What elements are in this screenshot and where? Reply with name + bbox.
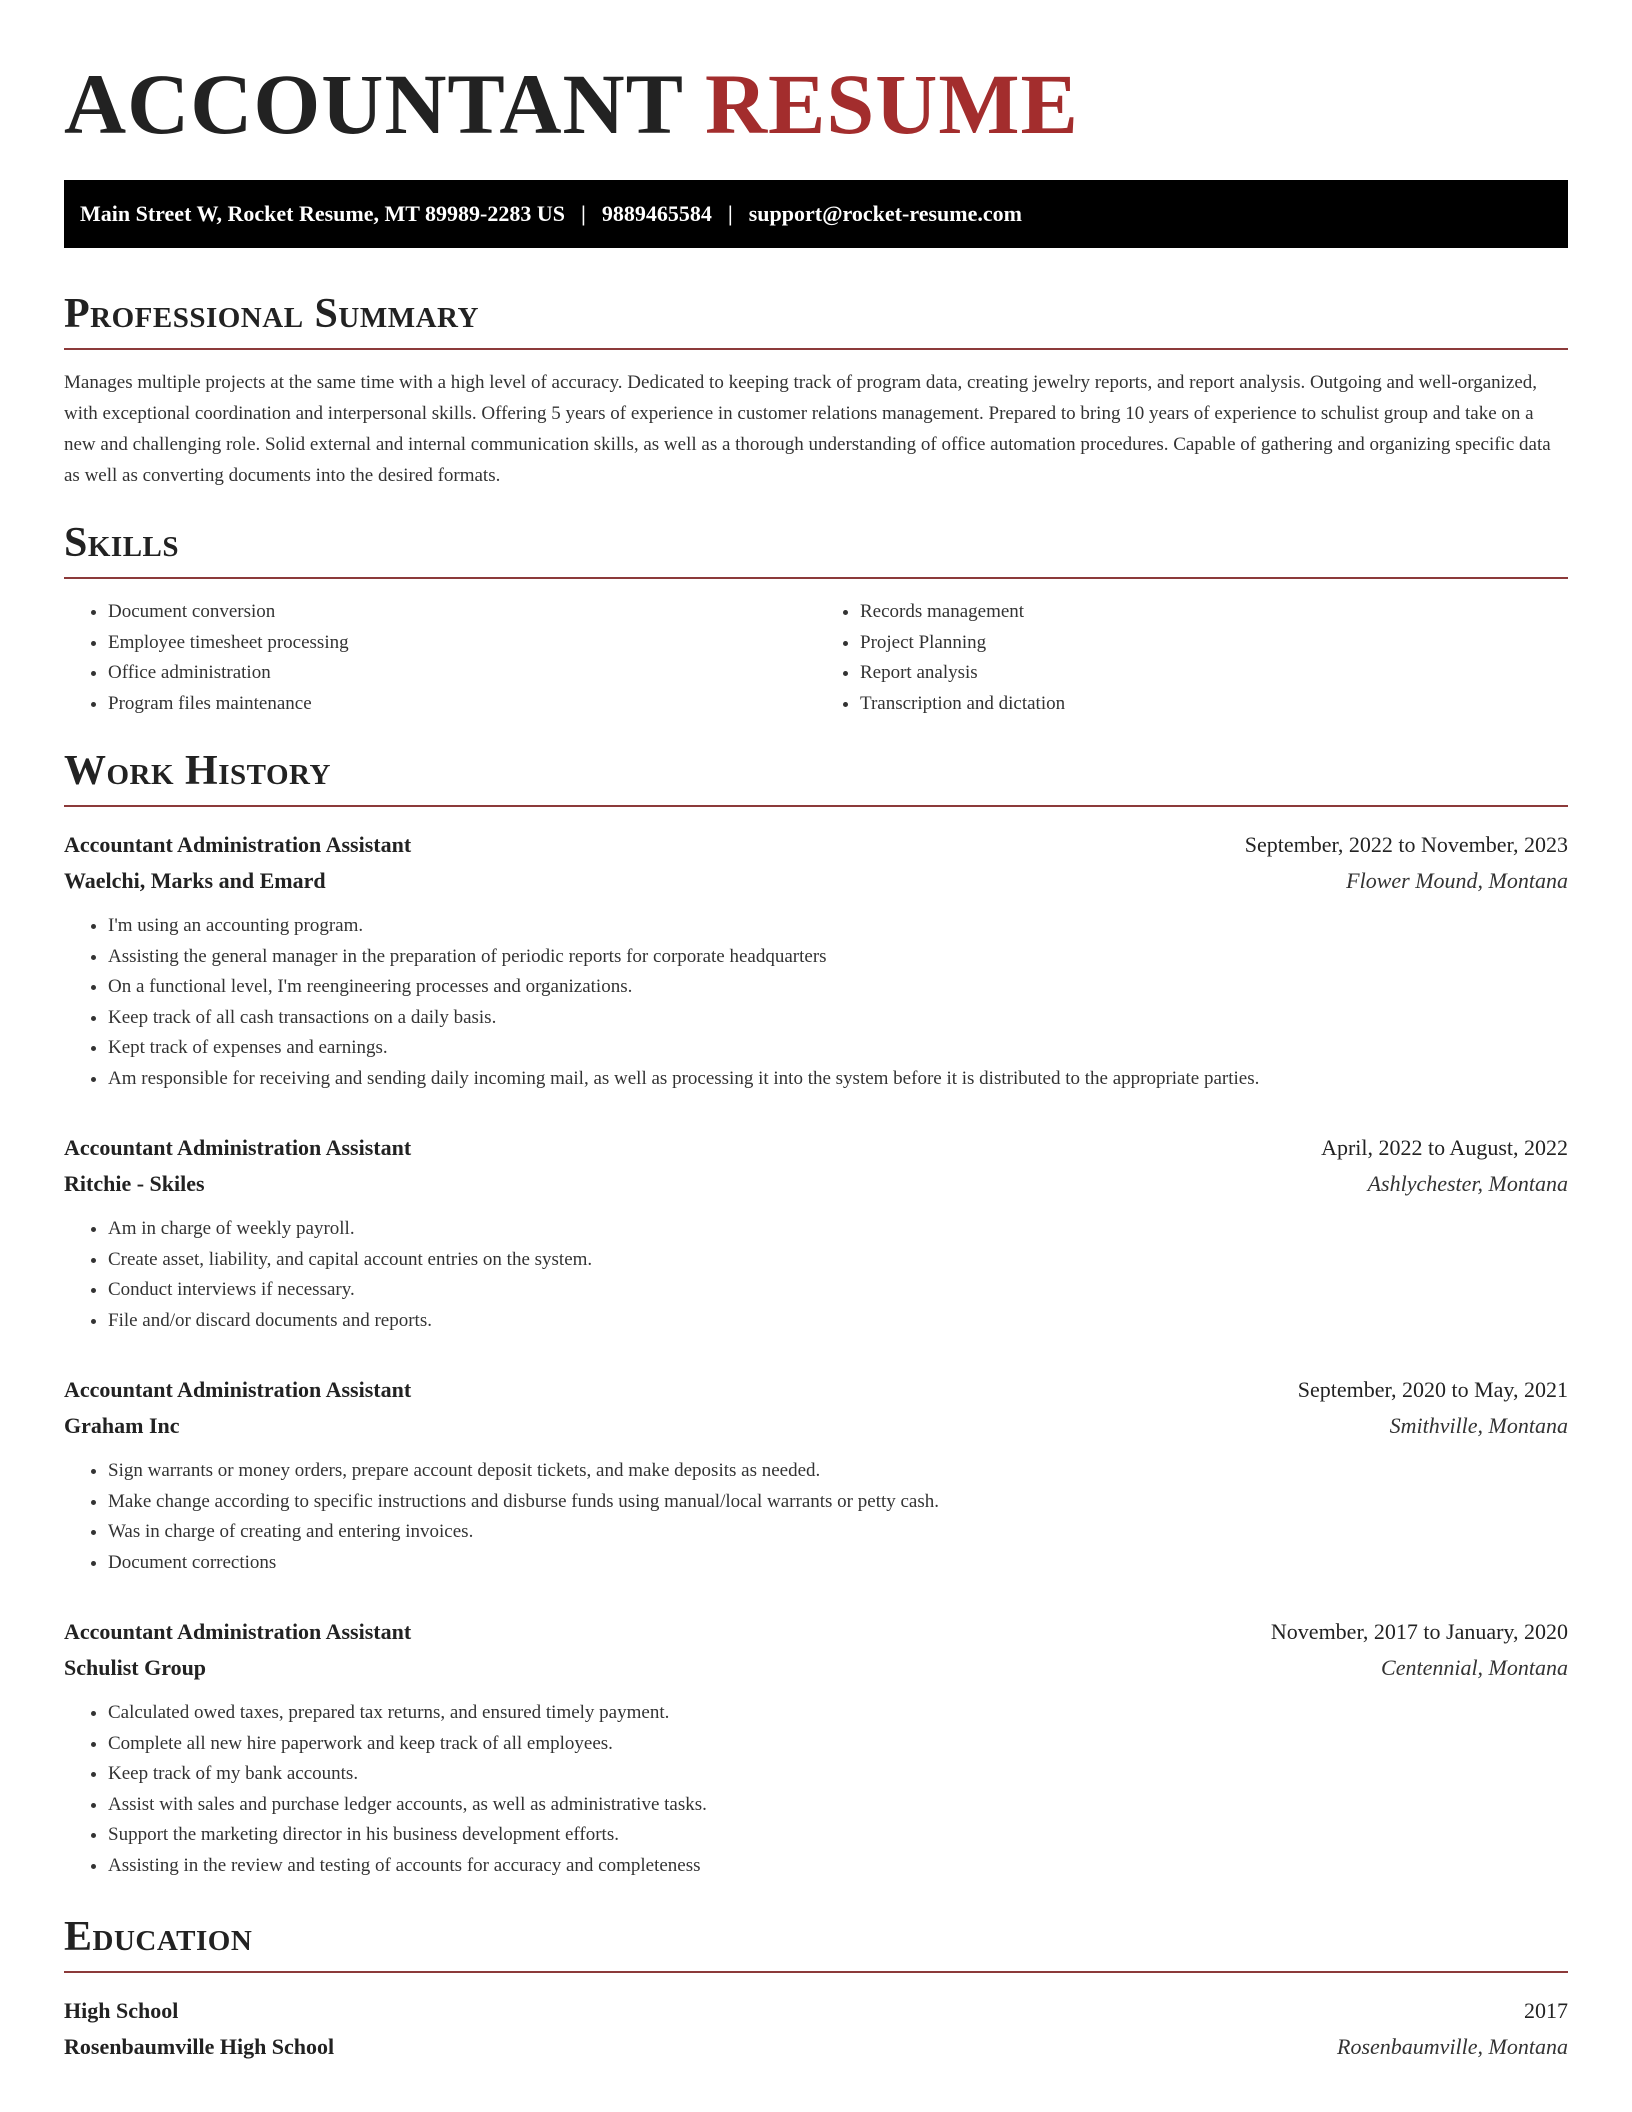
job-dates: April, 2022 to August, 2022: [1321, 1135, 1568, 1160]
skill-item: • Program files maintenance: [108, 689, 816, 720]
section-heading-summary: Professional Summary: [64, 291, 479, 337]
job-duty: • Conduct interviews if necessary.: [108, 1275, 1568, 1306]
job-company: Schulist Group: [64, 1655, 207, 1680]
job-location: Smithville, Montana: [1389, 1413, 1568, 1438]
skill-item: • Document conversion: [108, 597, 816, 628]
skill-item: • Office administration: [108, 658, 816, 689]
contact-email: support@rocket-resume.com: [748, 201, 1022, 226]
education-year: 2017: [1524, 1998, 1568, 2023]
job-title: Accountant Administration Assistant: [64, 1135, 412, 1160]
education-location: Rosenbaumville, Montana: [1337, 2034, 1568, 2059]
job-dates: September, 2022 to November, 2023: [1244, 832, 1568, 857]
job-dates: September, 2020 to May, 2021: [1297, 1377, 1568, 1402]
resume-title: [64, 0, 1568, 150]
skill-item: • Employee timesheet processing: [108, 628, 816, 659]
job-location: Ashlychester, Montana: [1367, 1171, 1568, 1196]
skill-item: • Project Planning: [860, 628, 1568, 659]
job-entry: [64, 1372, 1568, 1578]
section-heading-education: Education: [64, 1914, 253, 1960]
title-accent: RESUME: [704, 56, 1079, 152]
job-duty: • Sign warrants or money orders, prepare account deposit tickets, and make deposits as needed.: [108, 1456, 1568, 1487]
job-duty: • Document corrections: [108, 1548, 1568, 1579]
section-divider: [64, 1971, 1568, 1973]
job-duty: • Make change according to specific instructions and disburse funds using manual/local warrants or petty cash.: [108, 1487, 1568, 1518]
skills-list-right: [816, 597, 1568, 719]
contact-phone: 9889465584: [601, 201, 712, 226]
job-duty: • Was in charge of creating and entering invoices.: [108, 1517, 1568, 1548]
contact-address: Main Street W, Rocket Resume, MT 89989-2283 US: [80, 201, 565, 226]
skill-item: • Report analysis: [860, 658, 1568, 689]
job-duty: • Assisting in the review and testing of accounts for accuracy and completeness: [108, 1851, 1568, 1882]
job-duty: • Keep track of my bank accounts.: [108, 1759, 1568, 1790]
job-duty: • Assist with sales and purchase ledger accounts, as well as administrative tasks.: [108, 1790, 1568, 1821]
job-duties-list: [64, 1456, 1568, 1578]
job-duties-list: [64, 911, 1568, 1094]
job-duties-list: [64, 1698, 1568, 1881]
job-duty: • I'm using an accounting program.: [108, 911, 1568, 942]
professional-summary-section: [64, 290, 1568, 491]
summary-text: Manages multiple projects at the same time with a high level of accuracy. Dedicated to keeping track of program data, creating jewelry reports, and report analysis. Outgoing and well-organized, with exceptional coordination and interpersonal skills. Offering 5 years of experience in customer relations management. Prepared to bring 10 years of experience to schulist group and take on a new and challenging role. Solid external and internal communication skills, as well as a thorough understanding of office automation procedures. Capable of gathering and organizing specific data as well as converting documents into the desired formats.: [64, 372, 1551, 486]
job-duty: • On a functional level, I'm reengineering processes and organizations.: [108, 972, 1568, 1003]
skill-item: • Records management: [860, 597, 1568, 628]
skill-item: • Transcription and dictation: [860, 689, 1568, 720]
job-entry: [64, 1130, 1568, 1336]
job-duty: • Assisting the general manager in the preparation of periodic reports for corporate headquarters: [108, 942, 1568, 973]
contact-separator: |: [581, 201, 586, 226]
job-duty: • Calculated owed taxes, prepared tax returns, and ensured timely payment.: [108, 1698, 1568, 1729]
job-company: Graham Inc: [64, 1413, 180, 1438]
skills-grid: [64, 597, 1568, 719]
education-section: [64, 1913, 1568, 2065]
contact-separator: |: [727, 201, 733, 226]
job-duty: • Keep track of all cash transactions on a daily basis.: [108, 1003, 1568, 1034]
job-location: Flower Mound, Montana: [1346, 868, 1568, 893]
skills-section: [64, 519, 1568, 719]
job-entry: [64, 1614, 1568, 1881]
job-title: Accountant Administration Assistant: [64, 1619, 412, 1644]
job-duty: • Am in charge of weekly payroll.: [108, 1214, 1568, 1245]
job-duties-list: [64, 1214, 1568, 1336]
job-dates: November, 2017 to January, 2020: [1270, 1619, 1568, 1644]
title-main: ACCOUNTANT: [64, 56, 683, 152]
job-duty: • Create asset, liability, and capital account entries on the system.: [108, 1245, 1568, 1276]
section-divider: [64, 577, 1568, 579]
job-entry: [64, 827, 1568, 1094]
skills-list-left: [64, 597, 816, 719]
job-company: Ritchie - Skiles: [64, 1171, 205, 1196]
education-school: Rosenbaumville High School: [64, 2034, 335, 2059]
section-divider: [64, 348, 1568, 350]
job-title: Accountant Administration Assistant: [64, 832, 412, 857]
education-entry: [64, 1993, 1568, 2065]
job-duty: • File and/or discard documents and reports.: [108, 1306, 1568, 1337]
work-history-section: [64, 747, 1568, 1881]
job-duty: • Complete all new hire paperwork and keep track of all employees.: [108, 1729, 1568, 1760]
job-duty: • Kept track of expenses and earnings.: [108, 1033, 1568, 1064]
job-location: Centennial, Montana: [1381, 1655, 1568, 1680]
section-heading-skills: Skills: [64, 520, 180, 566]
section-divider: [64, 805, 1568, 807]
education-degree: High School: [64, 1998, 179, 2023]
contact-bar: [64, 180, 1568, 248]
job-duty: • Am responsible for receiving and sending daily incoming mail, as well as processing it into the system before it is distributed to the appropriate parties.: [108, 1064, 1568, 1095]
job-duty: • Support the marketing director in his business development efforts.: [108, 1820, 1568, 1851]
job-company: Waelchi, Marks and Emard: [64, 868, 326, 893]
section-heading-work-history: Work History: [64, 748, 331, 794]
job-title: Accountant Administration Assistant: [64, 1377, 412, 1402]
